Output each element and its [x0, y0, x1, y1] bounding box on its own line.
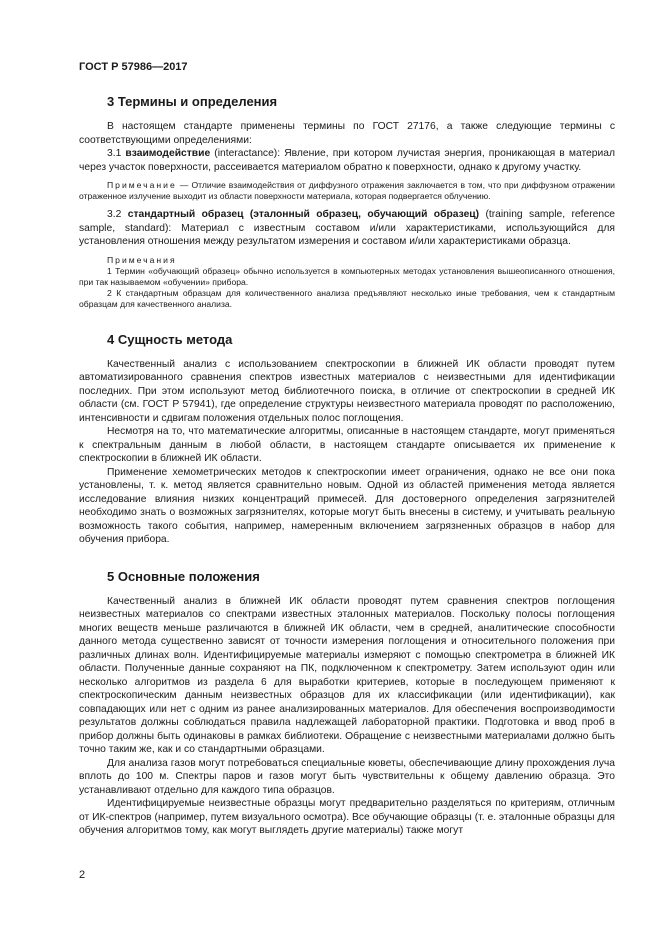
- notes-label: [79, 255, 615, 266]
- term-3-2-term: стандартный образец (эталонный образец, обучающий образец): [127, 209, 480, 220]
- term-3-2: [79, 208, 615, 249]
- note-1: 1 Термин «обучающий образец» обычно используется в компьютерных методах установления вышеописанного отношения, при так называемом «обучении» прибора.: [79, 265, 615, 287]
- section-4-paragraph-3: Применение хемометрических методов к спектроскопии имеет ограничения, однако не все они пока установлены, т. к. метод является сравнительно новым. Одной из областей применения метода является исследование влияния низких концентраций примесей. Для достоверного определения загрязнителей необходимо знать о возможных загрязнителях, которые могут быть внесены в систему, и учитывать реальную возможность такого события, например, намеренным включением загрязненных образцов в набор для обучения прибора.: [79, 466, 615, 545]
- section-5-heading: 5 Основные положения: [107, 568, 260, 584]
- term-3-1-term: взаимодействие: [125, 148, 211, 159]
- term-3-1-definition: (interactance): Явление, при котором лучистая энергия, проникающая в материал через участок поверхности, рассеивается материалом обратно к поверхности, однако к другому участку.: [79, 148, 615, 173]
- document-header: ГОСТ Р 57986—2017: [79, 61, 188, 73]
- note-text: — Отличие взаимодействия от диффузного отражения заключается в том, что при диффузном отражении отраженное излучение выходит из области поверхности материала, которая подвергается облучению.: [79, 180, 615, 201]
- section-4-heading: 4 Сущность метода: [107, 331, 233, 347]
- notes-label-text: Примечания: [107, 254, 177, 265]
- section-3-heading: 3 Термины и определения: [107, 94, 278, 109]
- note-2: 2 К стандартным образцам для количественного анализа предъявляют несколько иные требования, чем к стандартным образцам для качественного анализа.: [79, 287, 615, 309]
- section-4-paragraph-1: Качественный анализ с использованием спектроскопии в ближней ИК области проводят путем автоматизированного сравнения спектров известных материалов с неизвестными для идентификации последних. При этом используют метод библиотечного поиска, в отличие от спектроскопии в средней ИК области (см. ГОСТ Р 57941), где определение структуры неизвестного материала проводят по расположению, интенсивности и сдвигам положения отдельных полос поглощения.: [79, 358, 615, 424]
- section-5-paragraph-3: Идентифицируемые неизвестные образцы могут предварительно разделяться по критериям, отличным от ИК-спектров (например, путем визуального осмотра). Все обучающие образцы (т. е. эталонные образцы для обучения алгоритмов тому, как могут выглядеть другие материалы) также могут: [79, 798, 615, 836]
- term-3-1-note: [79, 180, 615, 202]
- term-3-2-definition: (training sample, reference sample, standard): Материал с известным составом и/или характеристиками, использующийся для установления отношения между результатом измерения и составом и/или характеристиками образца.: [79, 209, 615, 247]
- page-number: 2: [79, 869, 86, 881]
- term-3-1: [79, 147, 615, 174]
- term-3-1-number: 3.1: [107, 148, 122, 159]
- section-3-intro: В настоящем стандарте применены термины по ГОСТ 27176, а также следующие термины с соответствующими определениями:: [79, 121, 615, 146]
- section-5-paragraph-2: Для анализа газов могут потребоваться специальные кюветы, обеспечивающие длину прохождения луча вплоть до 100 м. Спектры паров и газов могут быть чувствительны к общему давлению образца. Это устанавливают отдельно для каждого типа образцов.: [79, 757, 615, 796]
- term-3-2-number: 3.2: [107, 209, 122, 220]
- section-5-paragraph-1: Качественный анализ в ближней ИК области проводят путем сравнения спектров поглощения неизвестных материалов со спектрами известных эталонных материалов. Поскольку полосы поглощения многих веществ меньше различаются в ближней ИК области, чем в средней, аналитические способности данного метода существенно зависят от точности измерения поглощения и относительного положения при различных длинах волн. Идентифицируемые материалы измеряют с помощью спектрометра в ближней ИК области. Полученные данные сохраняют на ПК, подключенном к спектрометру. Затем используют один или несколько алгоритмов из раздела 6 для выработки критериев, которые в последующем применяют к спектроскопическим данным неизвестных образцов для их классификации (или идентификации), как совпадающих или нет с одним из ранее анализированных материалов. Для обеспечения воспроизводимости результатов должны соблюдаться правила надлежащей лабораторной практики. Подготовка и ввод проб в прибор должны быть одинаковы в рамках библиотеки. Обращение с неизвестными материалами должно быть точно таким же, как и со стандартными образцами.: [79, 595, 615, 755]
- note-label: Примечание: [107, 180, 177, 190]
- page-content: [79, 93, 615, 838]
- section-4-paragraph-2: Несмотря на то, что математические алгоритмы, описанные в настоящем стандарте, могут применяться к спектральным данным в любой области, в настоящем стандарте описывается их применение к спектроскопии в ближней ИК области.: [79, 426, 615, 464]
